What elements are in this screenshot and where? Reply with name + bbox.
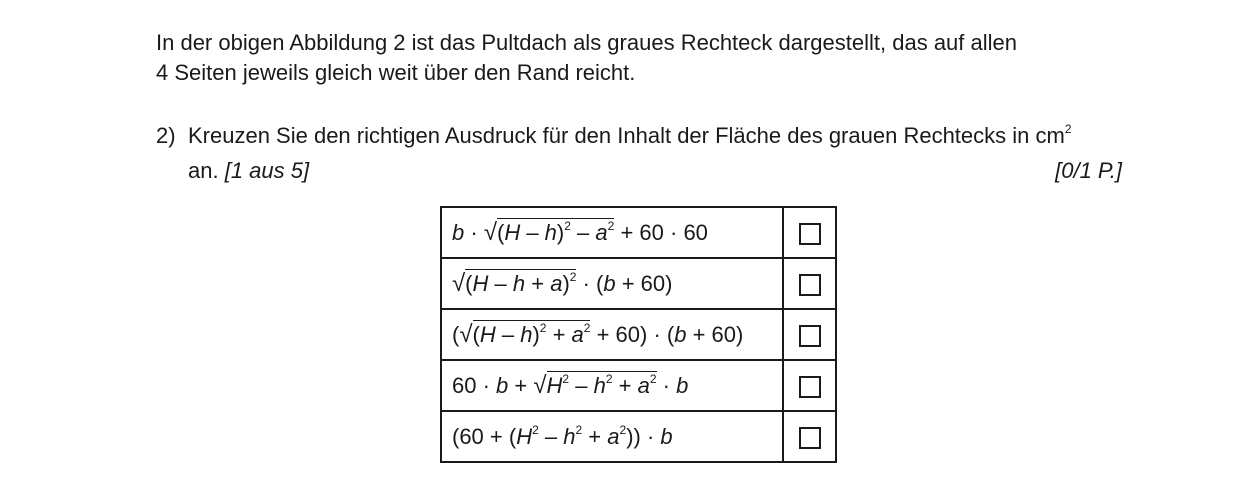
points-label: [0/1 P.] (1055, 158, 1122, 183)
option-row-2 (441, 258, 836, 309)
task-instruction (188, 120, 1122, 155)
option-checkbox-3[interactable] (799, 325, 821, 347)
task-text: Kreuzen Sie den richtigen Ausdruck für den Inhalt der Fläche des grauen Rechtecks in cm (188, 123, 1065, 148)
intro-text (156, 28, 1116, 88)
task-number: 2) (156, 123, 176, 148)
option-row-1 (441, 207, 836, 258)
option-expression-3: $(√(H - h)^2 + a^2 + 60) \cdot (b + 60)$ (441, 309, 783, 360)
option-checkbox-2[interactable] (799, 274, 821, 296)
option-expression-2: $√(H - h + a)^2 \cdot (b + 60)$ (441, 258, 783, 309)
task-2 (156, 120, 1122, 186)
option-row-5 (441, 411, 836, 462)
option-row-3 (441, 309, 836, 360)
option-expression-1: $b \cdot √(H - h)^2 - a^2 + 60 \cdot 60$ (441, 207, 783, 258)
intro-line-1: In der obigen Abbildung 2 ist das Pultdach als graues Rechteck dargestellt, das auf allen (156, 30, 1017, 55)
option-expression-4: $60 \cdot b + √H^2 - h^2 + a^2 \cdot b$ (441, 360, 783, 411)
option-row-4 (441, 360, 836, 411)
answer-table (440, 206, 837, 463)
option-expression-5: $(60 + (H^2 - h^2 + a^2)) \cdot b$ (441, 411, 783, 462)
option-checkbox-4[interactable] (799, 376, 821, 398)
unit-exponent: 2 (1064, 122, 1072, 136)
option-checkbox-1[interactable] (799, 223, 821, 245)
choice-note: [1 aus 5] (224, 158, 310, 183)
option-checkbox-5[interactable] (799, 427, 821, 449)
intro-line-2: 4 Seiten jeweils gleich weit über den Rand reicht. (156, 60, 636, 85)
task-text-2: an. (188, 158, 219, 183)
